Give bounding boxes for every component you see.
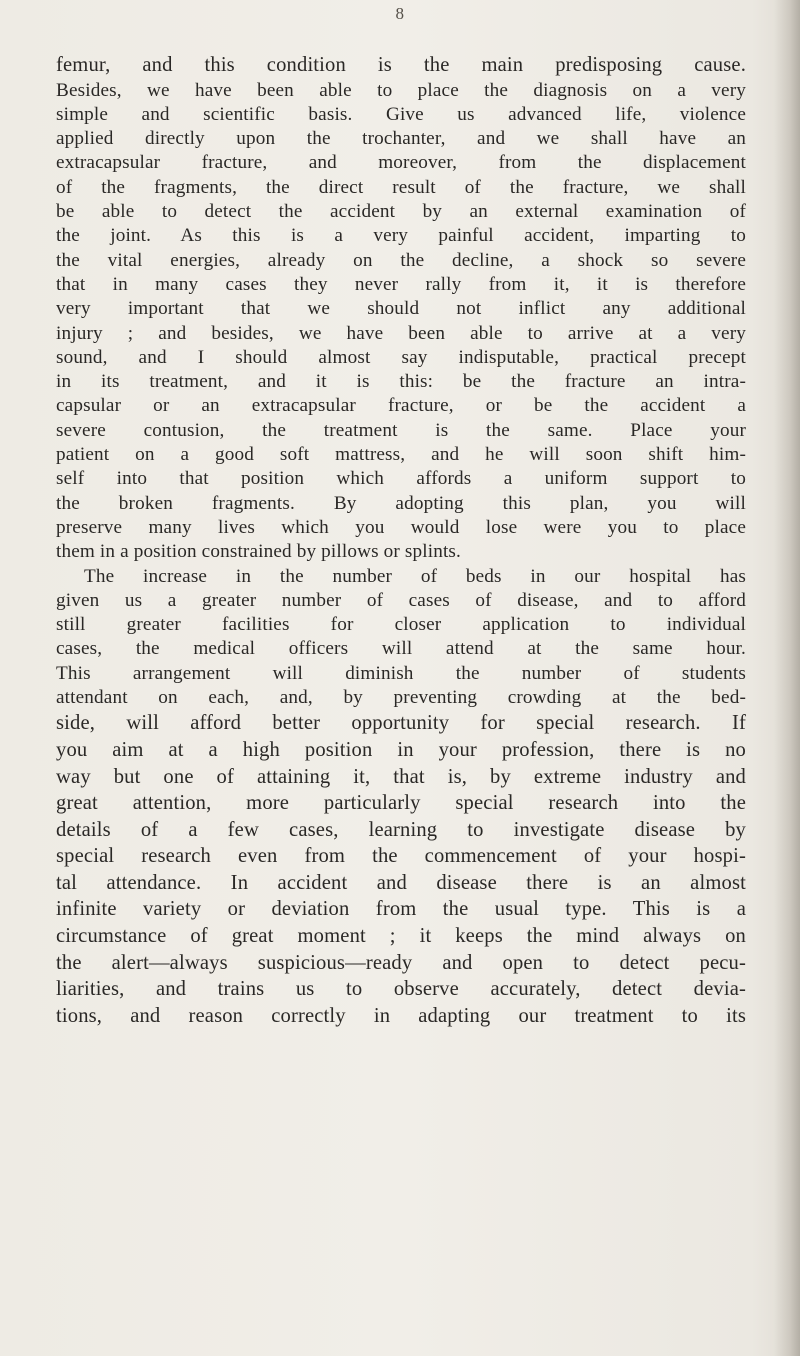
paragraph bbox=[56, 565, 746, 1030]
text-line: details of a few cases, learning to investigate disease by bbox=[56, 818, 746, 841]
text-line: the joint. As this is a very painful accident, imparting to bbox=[56, 225, 746, 247]
text-line: extracapsular fracture, and moreover, from the displacement bbox=[56, 152, 746, 174]
text-line: the broken fragments. By adopting this plan, you will bbox=[56, 492, 746, 514]
text-line: injury ; and besides, we have been able to arrive at a very bbox=[56, 322, 746, 344]
text-line: self into that position which affords a uniform support to bbox=[56, 468, 746, 490]
text-line: be able to detect the accident by an external examination of bbox=[56, 201, 746, 223]
text-line: femur, and this condition is the main predisposing cause. bbox=[56, 54, 746, 76]
text-line: tions, and reason correctly in adapting our treatment to its bbox=[56, 1004, 746, 1027]
text-line: way but one of attaining it, that is, by extreme industry and bbox=[56, 765, 746, 788]
body-text bbox=[56, 52, 746, 1029]
text-line: capsular or an extracapsular fracture, or be the accident a bbox=[56, 395, 746, 417]
text-line: side, will afford better opportunity for special research. If bbox=[56, 712, 746, 735]
text-line: that in many cases they never rally from it, it is therefore bbox=[56, 273, 746, 295]
text-line: them in a position constrained by pillows or splints. bbox=[56, 541, 461, 563]
text-line: still greater facilities for closer application to individual bbox=[56, 614, 746, 636]
text-line: applied directly upon the trochanter, and we shall have an bbox=[56, 128, 746, 150]
text-line: tal attendance. In accident and disease there is an almost bbox=[56, 871, 746, 894]
text-line: This arrangement will diminish the number of students bbox=[56, 662, 746, 684]
text-line: in its treatment, and it is this: be the fracture an intra- bbox=[56, 371, 746, 393]
text-line: cases, the medical officers will attend at the same hour. bbox=[56, 638, 746, 660]
text-line: preserve many lives which you would lose were you to place bbox=[56, 516, 746, 538]
text-line: of the fragments, the direct result of the fracture, we shall bbox=[56, 176, 746, 198]
text-line: the vital energies, already on the decline, a shock so severe bbox=[56, 249, 746, 271]
text-line: The increase in the number of beds in our hospital has bbox=[84, 565, 746, 587]
text-line: infinite variety or deviation from the usual type. This is a bbox=[56, 898, 746, 921]
text-line: special research even from the commencement of your hospi- bbox=[56, 845, 746, 868]
text-line: liarities, and trains us to observe accurately, detect devia- bbox=[56, 978, 746, 1001]
text-line: severe contusion, the treatment is the same. Place your bbox=[56, 419, 746, 441]
text-line: attendant on each, and, by preventing crowding at the bed- bbox=[56, 687, 746, 709]
text-line: you aim at a high position in your profession, there is no bbox=[56, 738, 746, 761]
text-line: the alert—always suspicious—ready and open to detect pecu- bbox=[56, 951, 746, 974]
text-line: very important that we should not inflict any additional bbox=[56, 298, 746, 320]
text-line: circumstance of great moment ; it keeps the mind always on bbox=[56, 925, 746, 948]
text-line: given us a greater number of cases of disease, and to afford bbox=[56, 589, 746, 611]
text-line: Besides, we have been able to place the diagnosis on a very bbox=[56, 79, 746, 101]
text-line: patient on a good soft mattress, and he will soon shift him- bbox=[56, 444, 746, 466]
text-line: sound, and I should almost say indisputable, practical precept bbox=[56, 346, 746, 368]
text-line: simple and scientific basis. Give us advanced life, violence bbox=[56, 103, 746, 125]
text-line: great attention, more particularly special research into the bbox=[56, 792, 746, 815]
page-edge-shadow bbox=[774, 0, 800, 1356]
page-number: 8 bbox=[395, 4, 405, 23]
paragraph bbox=[56, 52, 746, 565]
